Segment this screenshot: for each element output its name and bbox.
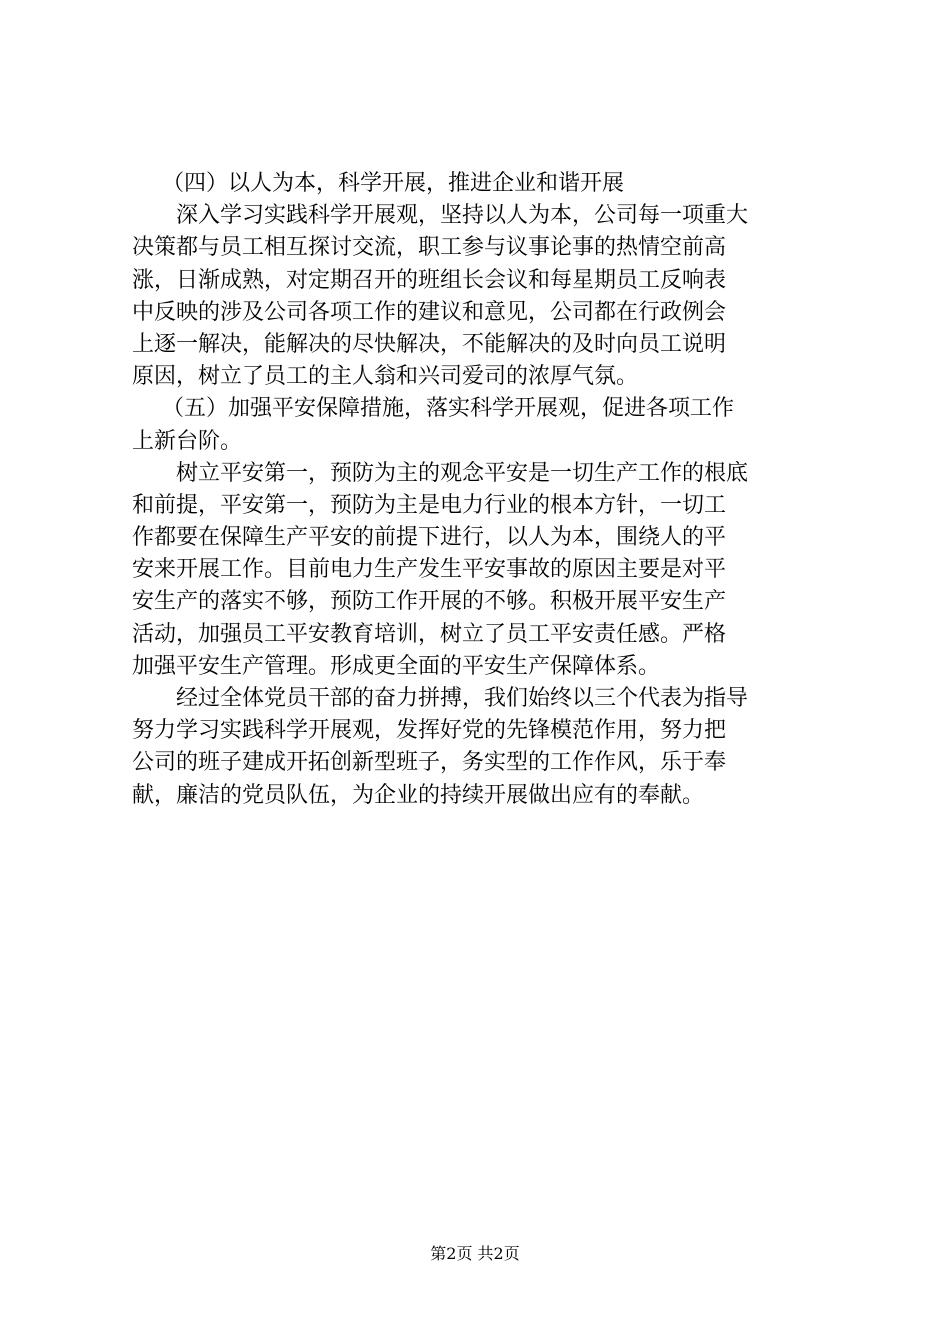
- paragraph-line: 和前提，平安第一，预防为主是电力行业的根本方针，一切工: [132, 492, 727, 518]
- section-heading-line: （五）加强平安保障措施，落实科学开展观，促进各项工作: [162, 396, 735, 422]
- paragraph-line: 安来开展工作。目前电力生产发生平安事故的原因主要是对平: [132, 557, 727, 583]
- paragraph-line: 安生产的落实不够，预防工作开展的不够。积极开展平安生产: [132, 589, 727, 615]
- paragraph-line: 作都要在保障生产平安的前提下进行，以人为本，围绕人的平: [132, 525, 727, 551]
- paragraph-line: 加强平安生产管理。形成更全面的平安生产保障体系。: [132, 653, 661, 679]
- paragraph-line: 努力学习实践科学开展观，发挥好党的先锋模范作用，努力把: [132, 718, 727, 744]
- paragraph-line: 决策都与员工相互探讨交流，职工参与议事论事的热情空前高: [132, 235, 727, 261]
- paragraph-line: 上逐一解决，能解决的尽快解决，不能解决的及时向员工说明: [132, 331, 727, 357]
- paragraph-line: 献，廉洁的党员队伍，为企业的持续开展做出应有的奉献。: [132, 782, 705, 808]
- paragraph-line: 树立平安第一，预防为主的观念平安是一切生产工作的根底: [176, 460, 749, 486]
- paragraph-line: 深入学习实践科学开展观，坚持以人为本，公司每一项重大: [176, 203, 749, 229]
- paragraph-line: 公司的班子建成开拓创新型班子，务实型的工作作风，乐于奉: [132, 750, 727, 776]
- paragraph-line: 活动，加强员工平安教育培训，树立了员工平安责任感。严格: [132, 621, 727, 647]
- section-heading-line: （四）以人为本，科学开展，推进企业和谐开展: [162, 171, 625, 196]
- paragraph-line: 经过全体党员干部的奋力拼搏，我们始终以三个代表为指导: [176, 686, 749, 711]
- paragraph-line: 中反映的涉及公司各项工作的建议和意见，公司都在行政例会: [132, 299, 727, 325]
- section-heading-line: 上新台阶。: [132, 428, 243, 454]
- page-number-footer: 第2页 共2页: [430, 1244, 520, 1263]
- paragraph-line: 涨，日渐成熟，对定期召开的班组长会议和每星期员工反响表: [132, 267, 727, 293]
- document-body: [132, 168, 832, 812]
- paragraph-line: 原因，树立了员工的主人翁和兴司爱司的浓厚气氛。: [132, 364, 639, 390]
